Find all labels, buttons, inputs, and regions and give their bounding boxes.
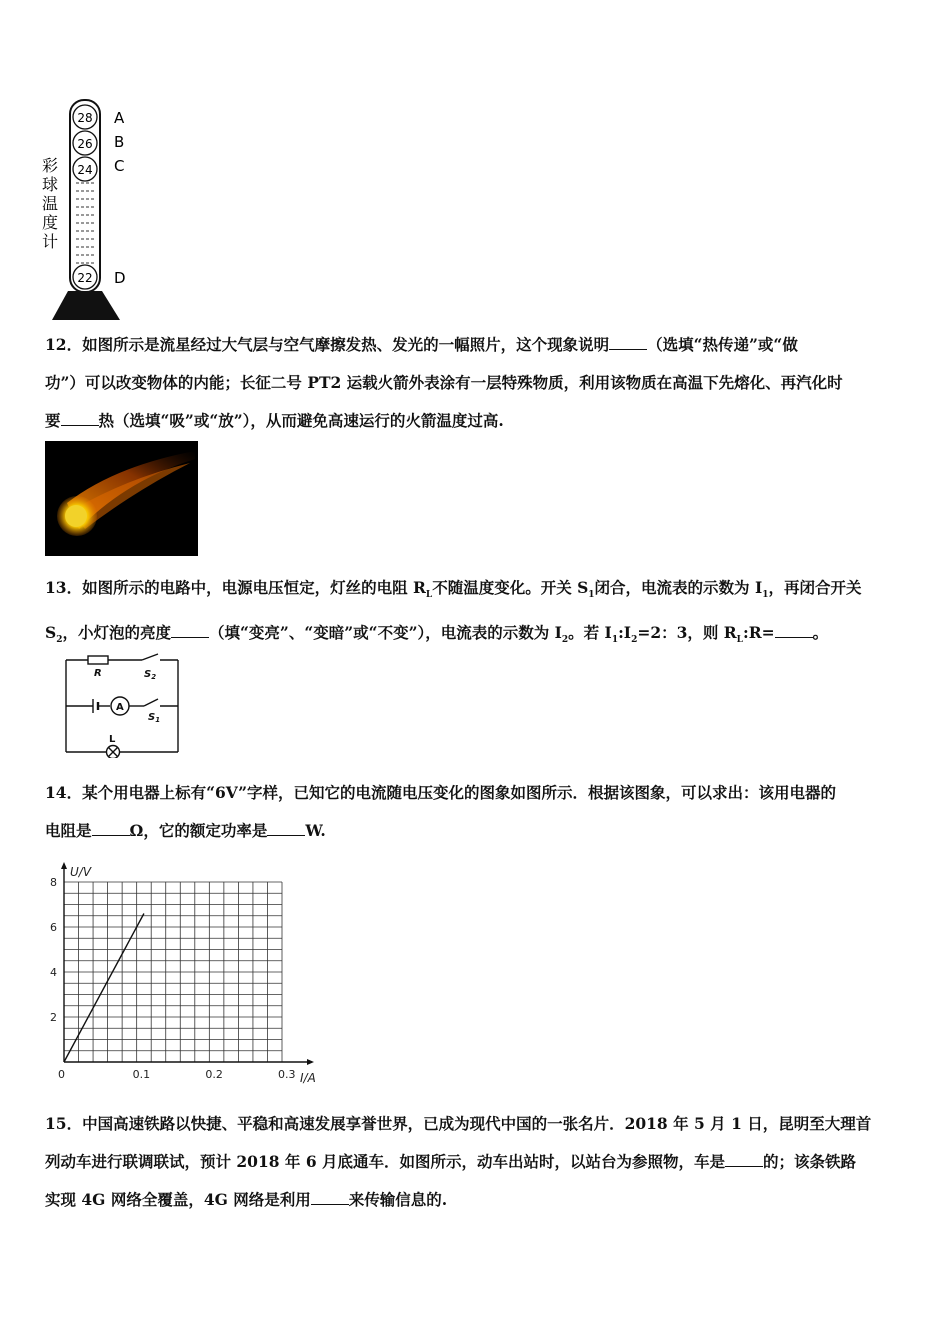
ball-label: 24 [77,163,93,177]
subscript: L [425,590,433,601]
ball-letter: C [114,157,125,175]
q12-text: 要 [45,411,61,430]
circuit-diagram [58,652,198,758]
thermometer-side-char: 温 [42,194,59,213]
label-A: A [116,702,124,713]
subscript: 1 [588,590,595,601]
u-i-chart [40,850,330,1090]
meteor-photo [45,441,198,556]
q13-text: 。 [812,623,829,643]
q13-text: =2：3，则 R [637,623,737,643]
question-13 [45,569,905,659]
q13-text: ，再闭合开关 [768,578,862,597]
label-S2: $S_2$ [144,669,157,681]
q15-text: 列动车进行联调联试，预计 2018 年 6 月底通车．如图所示，动车出站时，以站台为参照物，车是 [45,1152,726,1171]
label-R: R [94,668,102,679]
answer-blank[interactable] [267,821,305,836]
q14-text: 14．某个用电器上标有“6V”字样，已知它的电流随电压变化的图象如图所示．根据该图象，可以求出：该用电器的 [45,783,837,802]
x-tick-label: 0.2 [205,1068,223,1081]
ball-letter: A [114,109,125,127]
x-tick-label: 0 [58,1068,65,1081]
q13-text: 13．如图所示的电路中，电源电压恒定，灯丝的电阻 R [45,578,426,597]
x-axis-label: I/A [300,1071,316,1085]
ball-label: 22 [77,271,93,285]
q14-text: 电阻是 [45,821,92,840]
thermometer-side-char: 计 [42,232,59,251]
thermometer-side-char: 彩 [42,156,59,175]
q13-text: S [45,623,57,643]
y-axis-label: U/V [70,865,92,879]
x-tick-label: 0.1 [132,1068,151,1081]
q12-text: 热（选填“吸”或“放”），从而避免高速运行的火箭温度过高. [98,411,504,430]
q13-text: 闭合，电流表的示数为 I [594,578,763,597]
subscript: 1 [762,590,769,601]
q15-text: 15．中国高速铁路以快捷、平稳和高速发展享誉世界，已成为现代中国的一张名片．2018 年 5 月 1 日，昆明至大理首 [45,1114,872,1133]
q12-text: 功”）可以改变物体的内能；长征二号 PT2 运载火箭外表涂有一层特殊物质，利用该物质在高温下先熔化、再汽化时 [45,373,843,392]
q15-text: 实现 4G 网络全覆盖，4G 网络是利用 [45,1190,311,1209]
colored-ball-thermometer [38,95,148,325]
y-axis-arrow [61,862,67,869]
x-tick-label: 0.3 [278,1068,296,1081]
q14-text: W. [305,821,326,840]
q12-text: 12．如图所示是流星经过大气层与空气摩擦发热、发光的一幅照片，这个现象说明 [45,335,610,354]
q13-text: :R= [743,623,775,643]
subscript: 2 [561,635,569,646]
answer-blank[interactable] [61,411,99,426]
ball-label: 26 [77,137,93,151]
answer-blank[interactable] [311,1190,349,1205]
resistor-R [88,656,108,664]
label-L: L [109,734,116,745]
answer-blank[interactable] [92,821,130,836]
question-15 [45,1105,905,1219]
y-tick-label: 4 [50,966,57,979]
q15-text: 的；该条铁路 [763,1152,857,1171]
q13-text: （填“变亮”、“变暗”或“不变”），电流表的示数为 I [208,623,562,643]
subscript: 1 [611,635,619,646]
thermometer-side-char: 球 [42,175,59,194]
thermometer-side-char: 度 [42,213,59,232]
ball-label: 28 [77,111,93,125]
subscript: L [736,635,743,646]
answer-blank[interactable] [171,623,209,638]
answer-blank[interactable] [609,335,647,350]
answer-blank[interactable] [775,623,813,638]
subscript: 2 [56,635,63,646]
q13-text: 。若 I [568,623,612,643]
y-tick-label: 2 [50,1011,57,1024]
question-14 [45,774,905,850]
x-axis-arrow [307,1059,314,1065]
answer-blank[interactable] [725,1152,763,1167]
q13-text: ，小灯泡的亮度 [62,623,171,643]
q13-text: 不随温度变化。开关 S [432,578,589,597]
subscript: 2 [631,635,638,646]
q14-text: Ω，它的额定功率是 [129,821,268,840]
y-tick-label: 6 [50,921,57,934]
question-12 [45,326,905,440]
ball-letter: B [114,133,125,151]
label-S1: $S_1$ [148,712,161,724]
q13-text: :I [618,623,632,643]
thermometer-base [52,291,120,320]
y-tick-label: 8 [50,876,57,889]
q15-text: 来传输信息的. [348,1190,448,1209]
q12-text: （选填“热传递”或“做 [647,335,798,354]
ball-letter: D [114,269,126,287]
